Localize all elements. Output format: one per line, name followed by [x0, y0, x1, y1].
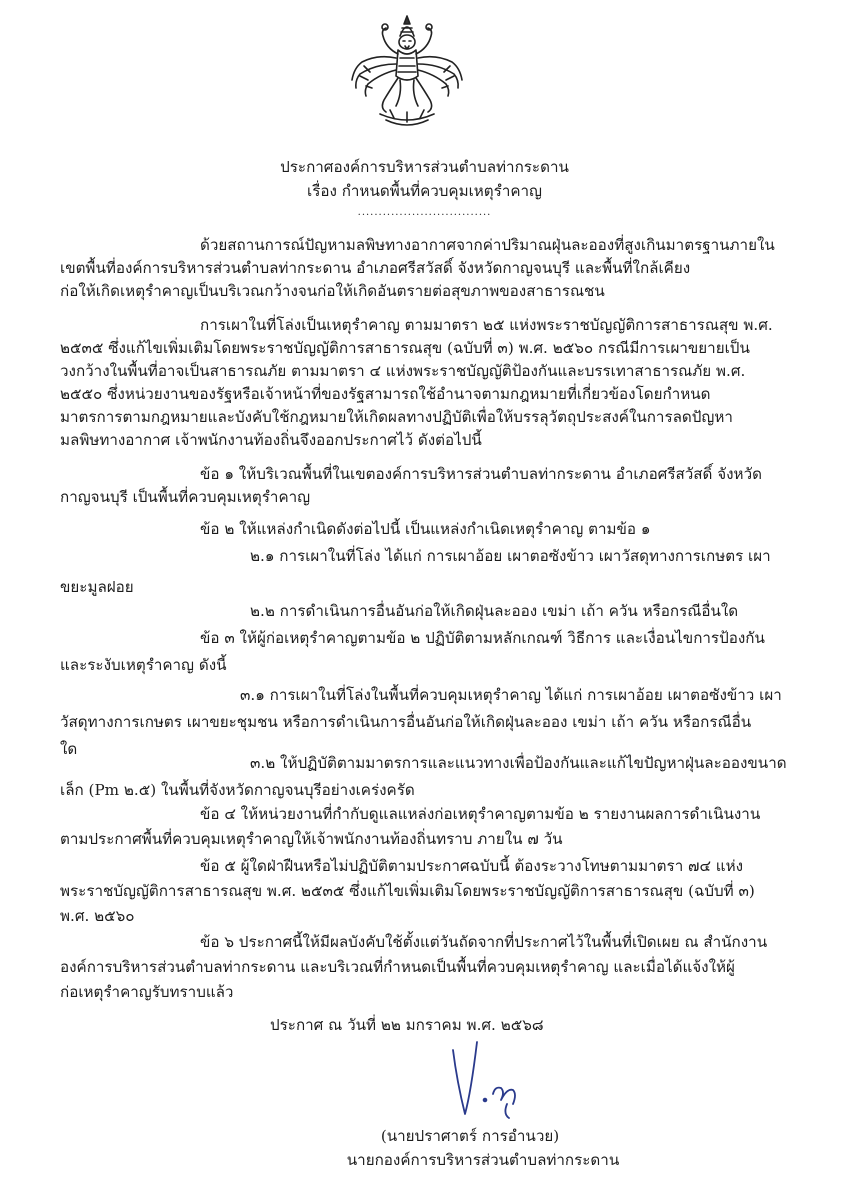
text-line: พ.ศ. ๒๕๖๐	[60, 907, 135, 925]
text-line: ก่อเหตุรำคาญรับทราบแล้ว	[60, 983, 234, 1001]
signatory-name: (นายปราศาตร์ การอำนวย)	[380, 1127, 560, 1145]
text-line: ๓.๑ การเผาในที่โล่งในพื้นที่ควบคุมเหตุรำคาญ ได้แก่ การเผาอ้อย เผาตอซังข้าว เผา	[240, 686, 782, 704]
text-line: องค์การบริหารส่วนตำบลท่ากระดาน และบริเวณที่กำหนดเป็นพื้นที่ควบคุมเหตุรำคาญ และเมื่อได้แจ้งให้ผู้	[60, 958, 735, 976]
text-line: ข้อ ๔ ให้หน่วยงานที่กำกับดูแลแหล่งก่อเหตุรำคาญตามข้อ ๒ รายงานผลการดำเนินงาน	[200, 805, 761, 823]
text-line: พระราชบัญญัติการสาธารณสุข พ.ศ. ๒๕๓๕ ซึ่งแก้ไขเพิ่มเติมโดยพระราชบัญญัติการสาธารณสุข (ฉบับที่ ๓)	[60, 882, 755, 900]
clause-2-1	[60, 545, 795, 599]
text-line: ข้อ ๒ ให้แหล่งกำเนิดดังต่อไปนี้ เป็นแหล่งกำเนิดเหตุรำคาญ ตามข้อ ๑	[200, 520, 651, 538]
text-line: กาญจนบุรี เป็นพื้นที่ควบคุมเหตุรำคาญ	[60, 488, 311, 506]
clause-3-2	[60, 752, 795, 802]
paragraph-intro	[60, 234, 795, 303]
text-line: ข้อ ๓ ให้ผู้ก่อเหตุรำคาญตามข้อ ๒ ปฏิบัติตามหลักเกณฑ์ วิธีการ และเงื่อนไขการป้องกัน	[200, 629, 765, 647]
clause-6	[60, 931, 795, 1004]
text-line: ข้อ ๑ ให้บริเวณพื้นที่ในเขตองค์การบริหารส่วนตำบลท่ากระดาน อำเภอศรีสวัสดิ์ จังหวัด	[200, 465, 762, 483]
text-line: ขยะมูลฝอย	[60, 578, 134, 596]
paragraph-legal-basis	[60, 314, 795, 452]
clause-4	[60, 803, 795, 851]
text-line: ตามประกาศพื้นที่ควบคุมเหตุรำคาญให้เจ้าพนักงานท้องถิ่นทราบ ภายใน ๗ วัน	[60, 830, 563, 848]
clause-3	[60, 627, 795, 677]
announcement-title: ประกาศองค์การบริหารส่วนตำบลท่ากระดาน	[280, 158, 569, 176]
announcement-date: ประกาศ ณ วันที่ ๒๒ มกราคม พ.ศ. ๒๕๖๘	[270, 1016, 544, 1034]
text-line: ๒๕๓๕ ซึ่งแก้ไขเพิ่มเติมโดยพระราชบัญญัติการสาธารณสุข (ฉบับที่ ๓) พ.ศ. ๒๕๖๐ กรณีมีการเผาขยายเป็น	[60, 339, 750, 357]
text-line: และระงับเหตุรำคาญ ดังนี้	[60, 656, 227, 674]
text-line: ด้วยสถานการณ์ปัญหามลพิษทางอากาศจากค่าปริมาณฝุ่นละอองที่สูงเกินมาตรฐานภายใน	[200, 236, 775, 254]
garuda-emblem-icon	[350, 14, 464, 132]
clause-3-1	[60, 684, 795, 761]
clause-5	[60, 855, 795, 928]
clause-2	[60, 518, 795, 541]
handwritten-signature	[447, 1022, 527, 1132]
text-line: วงกว้างในพื้นที่อาจเป็นสาธารณภัย ตามมาตรา ๔ แห่งพระราชบัญญัติป้องกันและบรรเทาสาธารณภัย พ.ศ.	[60, 362, 746, 380]
text-line: เขตพื้นที่องค์การบริหารส่วนตำบลท่ากระดาน อำเภอศรีสวัสดิ์ จังหวัดกาญจนบุรี และพื้นที่ใกล้เคียง	[60, 259, 691, 277]
clause-2-2	[60, 600, 795, 623]
text-line: ๓.๒ ให้ปฏิบัติตามมาตรการและแนวทางเพื่อป้องกันและแก้ไขปัญหาฝุ่นละอองขนาด	[250, 754, 787, 772]
clause-1	[60, 463, 795, 509]
text-line: วัสดุทางการเกษตร เผาขยะชุมชน หรือการดำเนินการอื่นอันก่อให้เกิดฝุ่นละออง เขม่า เถ้า ควัน หรือกรณีอื่น	[60, 713, 752, 731]
text-line: ใด	[60, 740, 78, 758]
separator-dots: ................................	[357, 207, 492, 218]
text-line: ๒.๒ การดำเนินการอื่นอันก่อให้เกิดฝุ่นละออง เขม่า เถ้า ควัน หรือกรณีอื่นใด	[250, 602, 739, 620]
text-line: เล็ก (Pm ๒.๕) ในพื้นที่จังหวัดกาญจนบุรีอย่างเคร่งครัด	[60, 781, 415, 799]
text-line: ข้อ ๖ ประกาศนี้ให้มีผลบังคับใช้ตั้งแต่วันถัดจากที่ประกาศไว้ในพื้นที่เปิดเผย ณ สำนักงาน	[200, 933, 768, 951]
text-line: มลพิษทางอากาศ เจ้าพนักงานท้องถิ่นจึงออกประกาศไว้ ดังต่อไปนี้	[60, 431, 482, 449]
text-line: ๒๕๕๐ ซึ่งหน่วยงานของรัฐหรือเจ้าหน้าที่ของรัฐสามารถใช้อำนาจตามกฎหมายที่เกี่ยวข้องโดยกำหนด	[60, 385, 711, 403]
text-line: ๒.๑ การเผาในที่โล่ง ได้แก่ การเผาอ้อย เผาตอซังข้าว เผาวัสดุทางการเกษตร เผา	[250, 547, 771, 565]
text-line: ก่อให้เกิดเหตุรำคาญเป็นบริเวณกว้างจนก่อให้เกิดอันตรายต่อสุขภาพของสาธารณชน	[60, 282, 605, 300]
text-line: ข้อ ๕ ผู้ใดฝ่าฝืนหรือไม่ปฏิบัติตามประกาศฉบับนี้ ต้องระวางโทษตามมาตรา ๗๔ แห่ง	[200, 857, 744, 875]
announcement-subject: เรื่อง กำหนดพื้นที่ควบคุมเหตุรำคาญ	[307, 182, 542, 200]
signatory-position: นายกองค์การบริหารส่วนตำบลท่ากระดาน	[346, 1151, 620, 1169]
text-line: มาตรการตามกฎหมายและบังคับใช้กฎหมายให้เกิดผลทางปฏิบัติเพื่อให้บรรลุวัตถุประสงค์ในการลดปัญหา	[60, 408, 733, 426]
text-line: การเผาในที่โล่งเป็นเหตุรำคาญ ตามมาตรา ๒๕ แห่งพระราชบัญญัติการสาธารณสุข พ.ศ.	[200, 316, 773, 334]
